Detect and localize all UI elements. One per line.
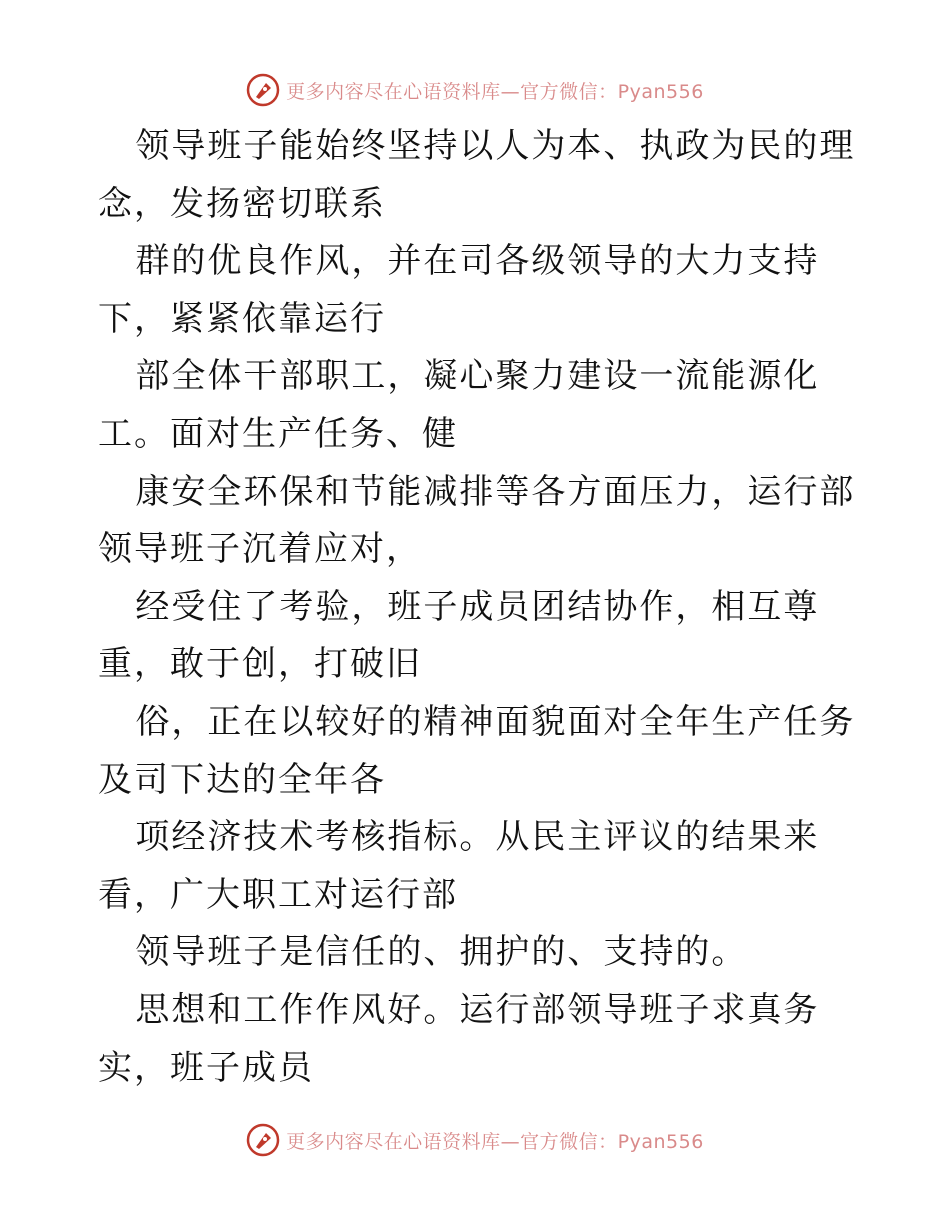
header-banner-text: 更多内容尽在心语资料库—官方微信：Pyan556 [286,80,704,103]
pen-nib-logo-icon [246,73,280,107]
footer-banner-text: 更多内容尽在心语资料库—官方微信：Pyan556 [286,1130,704,1153]
footer-banner [0,1120,950,1160]
paragraph-8: 领导班子是信任的、拥护的、支持的。 [135,932,748,973]
header-banner [0,70,950,110]
paragraph-5: 经受住了考验，班子成员团结协作，相互尊重，敢于创，打破旧 [98,586,820,685]
paragraph-9: 思想和工作作风好。运行部领导班子求真务实，班子成员 [98,989,820,1088]
document-body [98,118,858,1097]
paragraph-6: 俗，正在以较好的精神面貌面对全年生产任务及司下达的全年各 [98,701,856,800]
footer-banner-inner [246,1123,704,1157]
paragraph-3: 部全体干部职工，凝心聚力建设一流能源化工。面对生产任务、健 [98,356,820,454]
paragraph-1: 领导班子能始终坚持以人为本、执政为民的理念，发扬密切联系 [98,126,856,224]
paragraph-4: 康安全环保和节能减排等各方面压力，运行部领导班子沉着应对， [98,471,856,570]
paragraph-7: 项经济技术考核指标。从民主评议的结果来看，广大职工对运行部 [98,817,820,915]
paragraph-2: 群的优良作风，并在司各级领导的大力支持下，紧紧依靠运行 [98,241,820,339]
pen-nib-logo-icon [246,1123,280,1157]
header-banner-inner [246,73,704,107]
